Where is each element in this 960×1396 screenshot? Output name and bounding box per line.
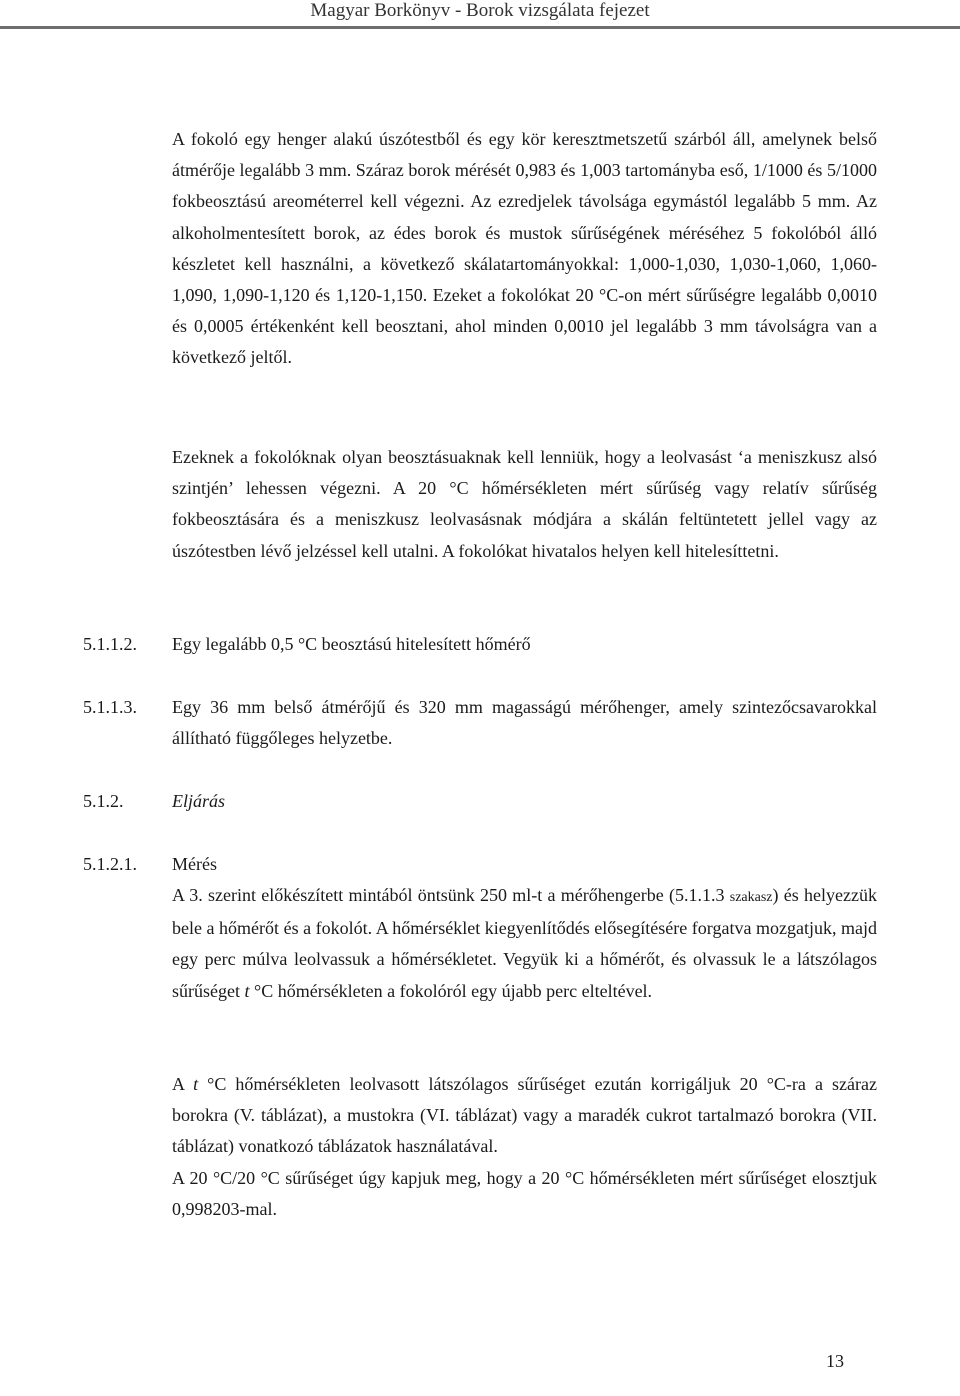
page-number: 13 bbox=[826, 1351, 844, 1371]
correction-text-part: A bbox=[172, 1074, 194, 1094]
section-number-5-1-2: 5.1.2. bbox=[83, 791, 124, 811]
correction-text-part: °C hőmérsékleten leolvasott látszólagos sűrűséget ezután korrigáljuk 20 °C-ra a száraz borokra (V. táblázat), a mustokra (VI. táblázat) vagy a maradék cukrot tartalmazó borokra (VII. táblázat) vonatkozó táblázatok használatával. bbox=[172, 1074, 877, 1157]
meres-text-part: A 3. szerint előkészített mintából öntsünk 250 ml-t a mérőhengerbe (5.1.1.3 bbox=[172, 885, 730, 905]
paragraph-meres-density: A 20 °C/20 °C sűrűséget úgy kapjuk meg, hogy a 20 °C hőmérsékleten mért sűrűséget elosztjuk 0,998203-mal. bbox=[172, 1168, 877, 1220]
section-text-thermometer: Egy legalább 0,5 °C beosztású hitelesített hőmérő bbox=[172, 634, 531, 654]
running-header: Magyar Borkönyv - Borok vizsgálata fejezet bbox=[310, 0, 650, 21]
section-text-cylinder: Egy 36 mm belső átmérőjű és 320 mm magasságú mérőhenger, amely szintezőcsavarokkal állítható függőleges helyzetbe. bbox=[172, 697, 877, 749]
section-number-5-1-2-1: 5.1.2.1. bbox=[83, 854, 137, 874]
meres-text-part: °C hőmérsékleten a fokolóról egy újabb perc elteltével. bbox=[249, 980, 653, 1001]
paragraph-meres-correction bbox=[172, 1069, 877, 1163]
section-number-5-1-1-3: 5.1.1.3. bbox=[83, 697, 137, 717]
correction-variable-t: t bbox=[193, 1074, 199, 1094]
section-number-5-1-1-2: 5.1.1.2. bbox=[83, 634, 137, 654]
paragraph-fokolo-description: A fokoló egy henger alakú úszótestből és egy kör keresztmetszetű szárból áll, amelynek belső átmérője legalább 3 mm. Száraz borok mérését 0,983 és 1,003 tartományba eső, 1/1000 és 5/1000 fokbeosztású areométerrel kell végezni. Az ezredjelek távolsága egymástól legalább 5 mm. Az alkoholmentesített borok, az édes borok és mustok sűrűségének méréséhez 5 fokolóból álló készletet kell használni, a következő skálatartományokkal: 1,000-1,030, 1,030-1,060, 1,060-1,090, 1,090-1,120 és 1,120-1,150. Ezeket a fokolókat 20 °C-on mért sűrűségre legalább 0,0010 és 0,0005 értékenként kell beosztani, ahol minden 0,0010 jel legalább 3 mm távolságra van a következő jeltől. bbox=[172, 129, 877, 368]
meres-text-part: ) és helyezzük bele a hőmérőt és a fokolót. A hőmérséklet kiegyenlítődés elősegítésére forgatva mozgatjuk, majd egy perc múlva leolvassuk a hőmérsékletet. Vegyük ki a hőmérőt, és olvassuk le a látszólagos sűrűséget bbox=[172, 885, 877, 1001]
section-title-eljaras: Eljárás bbox=[172, 791, 226, 811]
paragraph-fokolo-scale: Ezeknek a fokolóknak olyan beosztásuaknak kell lenniük, hogy a leolvasást ‘a meniszkusz alsó szintjén’ lehessen végezni. A 20 °C hőmérsékleten mért sűrűség vagy relatív sűrűség fokbeosztására és a meniszkusz leolvasásnak módjára a skálán feltüntetett jellel vagy az úszótestben lévő jelzéssel kell utalni. A fokolókat hivatalos helyen kell hitelesíttetni. bbox=[172, 447, 877, 561]
section-title-meres: Mérés bbox=[172, 854, 217, 874]
meres-small-word: szakasz bbox=[729, 890, 773, 905]
header-rule bbox=[0, 26, 960, 29]
paragraph-meres-procedure bbox=[172, 880, 877, 1007]
meres-variable-t: t bbox=[244, 980, 250, 1001]
